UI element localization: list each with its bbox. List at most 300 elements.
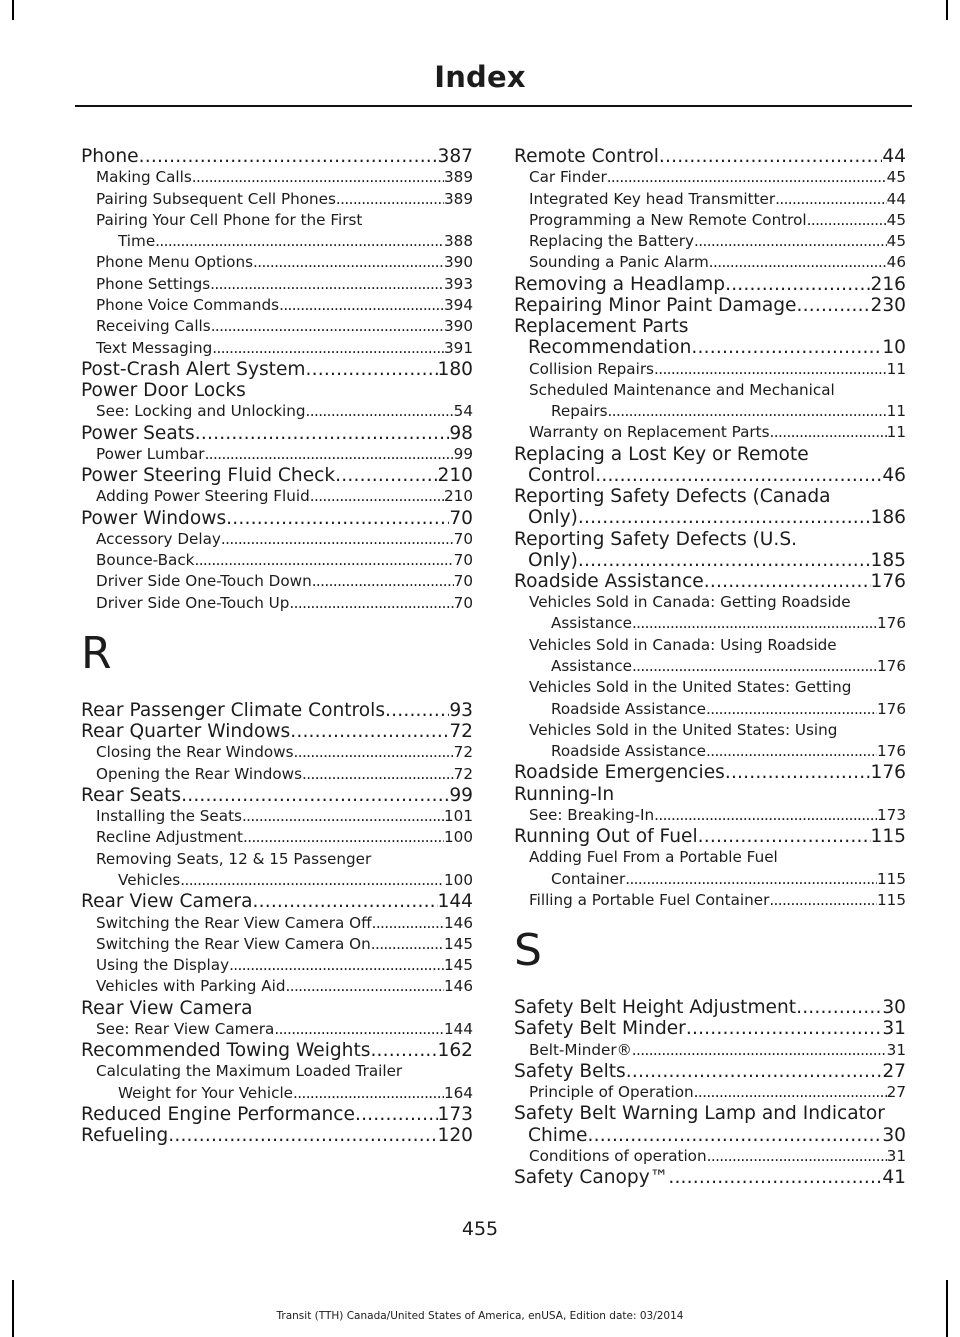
entry-label: Programming a New Remote Control xyxy=(529,210,807,229)
page-ref: 72 xyxy=(453,764,473,783)
page-ref: 46 xyxy=(882,464,906,486)
index-entry[interactable] xyxy=(514,762,906,783)
entry-label: Assistance xyxy=(551,657,632,675)
index-heading: Replacement Parts xyxy=(514,316,689,338)
section-letter: S xyxy=(514,925,542,977)
page-ref: 41 xyxy=(882,1167,906,1189)
entry-label: Running Out of Fuel xyxy=(514,826,698,848)
page-ref: 99 xyxy=(453,444,473,463)
index-subentry[interactable] xyxy=(514,1082,906,1103)
dot-leader xyxy=(181,785,449,806)
entry-label: Power Seats xyxy=(81,422,195,444)
page-ref: 45 xyxy=(886,210,906,229)
index-entry[interactable] xyxy=(81,1040,473,1061)
dot-leader xyxy=(293,742,453,763)
dot-leader xyxy=(578,507,871,528)
index-entry[interactable] xyxy=(81,146,473,167)
index-entry[interactable] xyxy=(81,1125,473,1146)
page-ref: 27 xyxy=(886,1083,906,1102)
index-entry[interactable] xyxy=(514,997,906,1018)
page-ref: 176 xyxy=(877,614,906,633)
dot-leader xyxy=(195,423,450,444)
page-ref: 10 xyxy=(882,337,906,359)
entry-label: Reduced Engine Performance xyxy=(81,1104,355,1126)
dot-leader xyxy=(770,422,887,443)
index-entry[interactable] xyxy=(514,465,906,486)
entry-label: Roadside Assistance xyxy=(514,570,704,592)
dot-leader xyxy=(625,869,877,890)
index-entry[interactable] xyxy=(514,826,906,847)
entry-label: Safety Belts xyxy=(514,1060,626,1082)
dot-leader xyxy=(632,656,877,677)
entry-label: Refueling xyxy=(81,1125,169,1147)
dot-leader xyxy=(168,1125,437,1146)
index-entry[interactable] xyxy=(514,295,906,316)
entry-label: Post-Crash Alert System xyxy=(81,358,306,380)
index-subentry[interactable] xyxy=(514,210,906,231)
page-ref: 115 xyxy=(870,826,906,848)
dot-leader xyxy=(385,700,449,721)
index-subentry: Vehicles Sold in Canada: Getting Roadside xyxy=(529,593,851,612)
dot-leader xyxy=(289,593,453,614)
dot-leader xyxy=(706,699,877,720)
page-number: 455 xyxy=(461,1218,499,1240)
dot-leader xyxy=(370,1040,437,1061)
dot-leader xyxy=(221,529,454,550)
page-ref: 31 xyxy=(882,1018,906,1040)
page-ref: 186 xyxy=(870,507,906,529)
index-subentry[interactable] xyxy=(81,571,473,592)
index-subentry[interactable] xyxy=(81,274,473,295)
index-subentry[interactable] xyxy=(514,890,906,911)
index-entry[interactable] xyxy=(81,700,473,721)
entry-label: Rear Passenger Climate Controls xyxy=(81,699,385,721)
index-subentry[interactable] xyxy=(81,189,473,210)
dot-leader xyxy=(306,401,454,422)
crop-mark-top-right xyxy=(946,0,948,20)
entry-label: Roadside Emergencies xyxy=(514,762,725,784)
page-ref: 176 xyxy=(870,570,906,592)
entry-label: Belt-Minder® xyxy=(529,1040,632,1059)
entry-label: Installing the Seats xyxy=(96,807,242,826)
page-ref: 162 xyxy=(437,1040,473,1062)
entry-label: Safety Belt Minder xyxy=(514,1018,686,1040)
entry-label: Integrated Key head Transmitter xyxy=(529,189,776,208)
dot-leader xyxy=(155,231,444,252)
index-subentry[interactable] xyxy=(514,422,906,443)
index-column-left xyxy=(81,146,473,1146)
entry-label: Safety Canopy™ xyxy=(514,1167,669,1189)
index-subentry[interactable] xyxy=(514,805,906,826)
dot-leader xyxy=(335,465,437,486)
page-ref: 101 xyxy=(444,807,473,826)
page-ref: 390 xyxy=(444,253,473,272)
entry-label: Chime xyxy=(528,1124,588,1146)
dot-leader xyxy=(212,338,444,359)
index-entry[interactable] xyxy=(514,274,906,295)
index-subentry[interactable] xyxy=(514,869,906,890)
page-ref: 145 xyxy=(444,934,473,953)
entry-label: Power Lumbar xyxy=(96,444,205,463)
entry-label: Phone xyxy=(81,146,139,167)
page-ref: 72 xyxy=(453,743,473,762)
entry-label: Rear Quarter Windows xyxy=(81,721,291,743)
page-ref: 230 xyxy=(870,294,906,316)
page-ref: 98 xyxy=(449,422,473,444)
dot-leader xyxy=(243,827,444,848)
entry-label: Power Windows xyxy=(81,507,227,529)
page-ref: 210 xyxy=(444,487,473,506)
entry-label: Principle of Operation xyxy=(529,1083,694,1102)
page-ref: 115 xyxy=(877,890,906,909)
entry-label: Rear View Camera xyxy=(81,891,253,913)
index-subentry[interactable] xyxy=(514,189,906,210)
index-subentry: Calculating the Maximum Loaded Trailer xyxy=(96,1062,403,1081)
page-ref: 144 xyxy=(437,891,473,913)
entry-label: Repairing Minor Paint Damage xyxy=(514,294,797,316)
dot-leader xyxy=(725,274,870,295)
index-heading: Safety Belt Warning Lamp and Indicator xyxy=(514,1103,885,1125)
index-subentry[interactable] xyxy=(514,1040,906,1061)
dot-leader xyxy=(706,741,877,762)
entry-label: Pairing Subsequent Cell Phones xyxy=(96,189,336,208)
dot-leader xyxy=(192,167,444,188)
dot-leader xyxy=(595,465,882,486)
entry-label: Safety Belt Height Adjustment xyxy=(514,997,797,1019)
entry-label: Replacing the Battery xyxy=(529,232,695,251)
index-subentry: Vehicles Sold in the United States: Getting xyxy=(529,678,852,697)
page-ref: 176 xyxy=(870,762,906,784)
index-subentry[interactable] xyxy=(81,1019,473,1040)
dot-leader xyxy=(211,316,444,337)
index-subentry: Pairing Your Cell Phone for the First xyxy=(96,210,363,229)
crop-mark-top-left xyxy=(12,0,14,20)
dot-leader xyxy=(310,486,444,507)
crop-mark-bottom-left xyxy=(12,1280,14,1337)
index-subentry[interactable] xyxy=(514,741,906,762)
dot-leader xyxy=(290,721,449,742)
page-ref: 389 xyxy=(444,189,473,208)
page-ref: 93 xyxy=(449,699,473,721)
entry-label: Removing a Headlamp xyxy=(514,273,726,295)
page-ref: 54 xyxy=(453,402,473,421)
index-subentry[interactable] xyxy=(81,550,473,571)
index-entry[interactable] xyxy=(514,146,906,167)
entry-label: Container xyxy=(551,869,626,888)
crop-mark-bottom-right xyxy=(946,1280,948,1337)
page-ref: 70 xyxy=(449,507,473,529)
index-subentry[interactable] xyxy=(514,613,906,634)
index-subentry[interactable] xyxy=(81,529,473,550)
page-ref: 70 xyxy=(453,572,473,591)
index-subentry[interactable] xyxy=(81,764,473,785)
entry-label: Recline Adjustment xyxy=(96,828,243,847)
dot-leader xyxy=(279,295,444,316)
index-entry[interactable] xyxy=(514,1018,906,1039)
entry-label: Car Finder xyxy=(529,168,607,187)
index-heading: Reporting Safety Defects (Canada xyxy=(514,486,831,508)
page-ref: 11 xyxy=(886,359,906,378)
index-entry[interactable] xyxy=(81,1104,473,1125)
index-subentry[interactable] xyxy=(514,401,906,422)
entry-label: Recommended Towing Weights xyxy=(81,1040,371,1062)
dot-leader xyxy=(371,934,444,955)
dot-leader xyxy=(242,806,444,827)
dot-leader xyxy=(274,1019,444,1040)
page-ref: 173 xyxy=(877,805,906,824)
entry-label: Vehicles xyxy=(118,871,181,890)
dot-leader xyxy=(796,997,882,1018)
page-ref: 144 xyxy=(444,1019,473,1038)
entry-label: Driver Side One-Touch Down xyxy=(96,572,312,591)
page-ref: 100 xyxy=(444,828,473,847)
index-subentry[interactable] xyxy=(514,167,906,188)
index-entry[interactable] xyxy=(514,337,906,358)
dot-leader xyxy=(654,805,877,826)
entry-label: Remote Control xyxy=(514,146,659,167)
page-ref: 45 xyxy=(886,232,906,251)
dot-leader xyxy=(626,1061,883,1082)
index-subentry[interactable] xyxy=(81,295,473,316)
dot-leader xyxy=(709,252,887,273)
index-subentry[interactable] xyxy=(81,913,473,934)
dot-leader xyxy=(336,189,444,210)
index-subentry[interactable] xyxy=(81,827,473,848)
dot-leader xyxy=(694,231,887,252)
dot-leader xyxy=(210,274,444,295)
entry-label: Phone Menu Options xyxy=(96,253,253,272)
dot-leader xyxy=(205,444,454,465)
index-subentry[interactable] xyxy=(514,1146,906,1167)
index-subentry[interactable] xyxy=(81,976,473,997)
page-ref: 100 xyxy=(444,871,473,890)
entry-label: Time xyxy=(118,232,156,251)
entry-label: See: Rear View Camera xyxy=(96,1019,275,1038)
page-ref: 180 xyxy=(437,358,473,380)
dot-leader xyxy=(707,1146,887,1167)
index-subentry[interactable] xyxy=(514,231,906,252)
index-subentry[interactable] xyxy=(514,656,906,677)
index-subentry[interactable] xyxy=(81,231,473,252)
index-entry[interactable] xyxy=(81,891,473,912)
dot-leader xyxy=(704,571,871,592)
page-ref: 31 xyxy=(886,1146,906,1165)
entry-label: Conditions of operation xyxy=(529,1146,707,1165)
header-divider xyxy=(75,105,912,107)
index-subentry[interactable] xyxy=(81,444,473,465)
entry-label: Phone Voice Commands xyxy=(96,295,280,314)
page-ref: 176 xyxy=(877,699,906,718)
page-ref: 176 xyxy=(877,657,906,675)
dot-leader xyxy=(775,189,887,210)
entry-label: Recommendation xyxy=(528,337,692,359)
index-subentry[interactable] xyxy=(81,316,473,337)
dot-leader xyxy=(632,1040,887,1061)
index-entry[interactable] xyxy=(514,1125,906,1146)
dot-leader xyxy=(293,1083,444,1104)
index-subentry: Scheduled Maintenance and Mechanical xyxy=(529,380,835,399)
index-subentry[interactable] xyxy=(81,167,473,188)
page-title: Index xyxy=(434,60,526,94)
page-ref: 173 xyxy=(437,1104,473,1126)
page-ref: 387 xyxy=(437,146,473,167)
index-heading: Rear View Camera xyxy=(81,997,253,1019)
page-ref: 30 xyxy=(882,997,906,1019)
index-entry[interactable] xyxy=(514,550,906,571)
entry-label: Only) xyxy=(528,549,578,571)
entry-label: Adding Power Steering Fluid xyxy=(96,487,310,506)
dot-leader xyxy=(698,826,871,847)
index-heading: Replacing a Lost Key or Remote xyxy=(514,443,809,465)
entry-label: Driver Side One-Touch Up xyxy=(96,593,290,612)
entry-label: Using the Display xyxy=(96,956,230,975)
dot-leader xyxy=(312,571,454,592)
dot-leader xyxy=(686,1018,882,1039)
index-subentry[interactable] xyxy=(81,1083,473,1104)
page-ref: 146 xyxy=(444,977,473,996)
index-subentry[interactable] xyxy=(514,252,906,273)
dot-leader xyxy=(139,146,438,167)
dot-leader xyxy=(194,550,453,571)
entry-label: Roadside Assistance xyxy=(551,742,706,761)
index-column-right xyxy=(514,146,906,1188)
index-entry[interactable] xyxy=(81,785,473,806)
page-ref: 389 xyxy=(444,168,473,187)
page-ref: 115 xyxy=(877,869,906,888)
page-ref: 44 xyxy=(882,146,906,167)
entry-label: Accessory Delay xyxy=(96,529,221,548)
entry-label: Vehicles with Parking Aid xyxy=(96,977,286,996)
index-heading: Power Door Locks xyxy=(81,380,246,402)
entry-label: Power Steering Fluid Check xyxy=(81,465,336,487)
entry-label: Assistance xyxy=(551,614,632,633)
dot-leader xyxy=(607,167,887,188)
page-ref: 46 xyxy=(886,253,906,272)
dot-leader xyxy=(372,913,444,934)
page-ref: 31 xyxy=(886,1040,906,1059)
index-entry[interactable] xyxy=(81,508,473,529)
dot-leader xyxy=(180,870,444,891)
page-ref: 11 xyxy=(886,402,906,421)
dot-leader xyxy=(253,252,444,273)
entry-label: Only) xyxy=(528,507,578,529)
index-subentry[interactable] xyxy=(81,486,473,507)
index-subentry: Adding Fuel From a Portable Fuel xyxy=(529,848,778,867)
page-ref: 27 xyxy=(882,1060,906,1082)
index-subentry[interactable] xyxy=(81,401,473,422)
dot-leader xyxy=(578,550,871,571)
dot-leader xyxy=(659,146,882,167)
index-entry[interactable] xyxy=(81,359,473,380)
index-entry[interactable] xyxy=(81,423,473,444)
entry-label: See: Locking and Unlocking xyxy=(96,402,306,421)
entry-label: Sounding a Panic Alarm xyxy=(529,253,709,272)
page-ref: 210 xyxy=(437,465,473,487)
entry-label: Collision Repairs xyxy=(529,359,654,378)
entry-label: Closing the Rear Windows xyxy=(96,743,294,762)
index-entry[interactable] xyxy=(514,1061,906,1082)
dot-leader xyxy=(632,613,877,634)
page-ref: 146 xyxy=(444,913,473,932)
dot-leader xyxy=(694,1082,887,1103)
dot-leader xyxy=(286,976,445,997)
page-ref: 391 xyxy=(444,338,473,357)
index-subentry[interactable] xyxy=(81,593,473,614)
dot-leader xyxy=(725,762,871,783)
page-ref: 70 xyxy=(453,551,473,570)
index-subentry[interactable] xyxy=(81,252,473,273)
index-subentry[interactable] xyxy=(81,870,473,891)
entry-label: Phone Settings xyxy=(96,274,211,293)
index-subentry[interactable] xyxy=(81,955,473,976)
dot-leader xyxy=(355,1104,438,1125)
page-ref: 388 xyxy=(444,232,473,251)
page-ref: 45 xyxy=(886,168,906,187)
dot-leader xyxy=(668,1167,882,1188)
page-ref: 145 xyxy=(444,956,473,975)
dot-leader xyxy=(654,359,887,380)
page-ref: 70 xyxy=(453,593,473,612)
index-entry[interactable] xyxy=(81,721,473,742)
dot-leader xyxy=(691,337,882,358)
index-subentry[interactable] xyxy=(81,338,473,359)
page-ref: 72 xyxy=(449,721,473,743)
index-entry[interactable] xyxy=(514,571,906,592)
index-heading: Reporting Safety Defects (U.S. xyxy=(514,528,798,550)
index-entry[interactable] xyxy=(81,465,473,486)
index-entry[interactable] xyxy=(514,507,906,528)
entry-label: Bounce-Back xyxy=(96,551,195,570)
dot-leader xyxy=(252,891,437,912)
page-ref: 44 xyxy=(886,189,906,208)
page-ref: 99 xyxy=(449,784,473,806)
page-ref: 30 xyxy=(882,1124,906,1146)
index-subentry[interactable] xyxy=(514,359,906,380)
page-ref: 164 xyxy=(444,1083,473,1102)
dot-leader xyxy=(807,210,887,231)
index-subentry: Removing Seats, 12 & 15 Passenger xyxy=(96,849,372,868)
index-subentry: Vehicles Sold in Canada: Using Roadside xyxy=(529,635,837,654)
index-subentry[interactable] xyxy=(81,934,473,955)
entry-label: See: Breaking-In xyxy=(529,805,655,824)
index-subentry: Vehicles Sold in the United States: Using xyxy=(529,720,838,739)
page-ref: 70 xyxy=(453,529,473,548)
entry-label: Making Calls xyxy=(96,168,192,187)
index-subentry[interactable] xyxy=(81,806,473,827)
dot-leader xyxy=(608,401,887,422)
dot-leader xyxy=(229,955,444,976)
page-ref: 216 xyxy=(870,273,906,295)
edition-footer: Transit (TTH) Canada/United States of America, enUSA, Edition date: 03/2014 xyxy=(276,1310,684,1322)
index-subentry[interactable] xyxy=(81,742,473,763)
entry-label: Text Messaging xyxy=(96,338,213,357)
page-ref: 185 xyxy=(870,549,906,571)
page-ref: 394 xyxy=(444,295,473,314)
dot-leader xyxy=(226,508,449,529)
entry-label: Switching the Rear View Camera On xyxy=(96,934,371,953)
dot-leader xyxy=(302,764,454,785)
page-ref: 120 xyxy=(437,1125,473,1147)
index-subentry[interactable] xyxy=(514,699,906,720)
entry-label: Warranty on Replacement Parts xyxy=(529,423,770,442)
section-letter: R xyxy=(81,627,112,679)
page-ref: 390 xyxy=(444,317,473,336)
entry-label: Filling a Portable Fuel Container xyxy=(529,890,770,909)
page-ref: 11 xyxy=(886,423,906,442)
dot-leader xyxy=(306,359,438,380)
index-entry[interactable] xyxy=(514,1167,906,1188)
entry-label: Rear Seats xyxy=(81,784,182,806)
